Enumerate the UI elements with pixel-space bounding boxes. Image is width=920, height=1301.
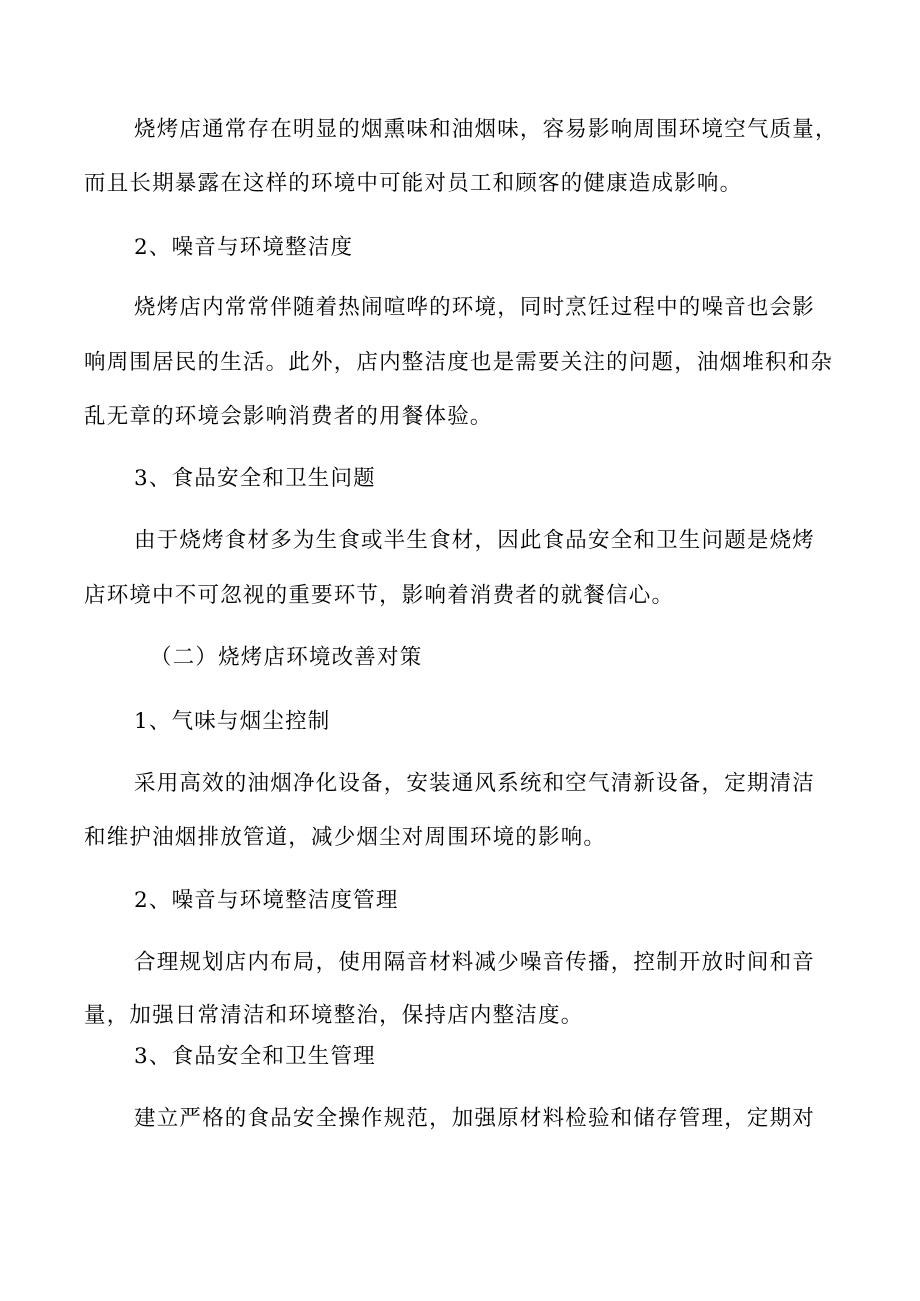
paragraph-food-line-2: 店环境中不可忽视的重要环节，影响着消费者的就餐信心。	[84, 583, 675, 608]
heading-food-safety: 3、食品安全和卫生问题	[134, 466, 376, 491]
paragraph-noise-mgmt-line-1: 合理规划店内布局，使用隔音材料减少噪音传播，控制开放时间和音	[134, 950, 816, 975]
paragraph-food-line-1: 由于烧烤食材多为生食或半生食材，因此食品安全和卫生问题是烧烤	[134, 528, 816, 553]
paragraph-noise-line-2: 响周围居民的生活。此外，店内整洁度也是需要关注的问题，油烟堆积和杂	[84, 350, 834, 375]
heading-odor-control: 1、气味与烟尘控制	[134, 709, 331, 734]
paragraph-odor-line-2: 而且长期暴露在这样的环境中可能对员工和顾客的健康造成影响。	[84, 171, 743, 196]
paragraph-noise-line-3: 乱无章的环境会影响消费者的用餐体验。	[84, 404, 493, 429]
paragraph-odor-line-1: 烧烤店通常存在明显的烟熏味和油烟味，容易影响周围环境空气质量，	[134, 117, 838, 142]
paragraph-food-mgmt-line-1: 建立严格的食品安全操作规范，加强原材料检验和储存管理，定期对	[134, 1106, 816, 1131]
heading-noise-management: 2、噪音与环境整洁度管理	[134, 888, 399, 913]
heading-food-management: 3、食品安全和卫生管理	[134, 1044, 376, 1069]
section-title-improvement: （二）烧烤店环境改善对策	[150, 645, 423, 670]
paragraph-odor-control-line-2: 和维护油烟排放管道，减少烟尘对周围环境的影响。	[84, 825, 607, 850]
paragraph-noise-line-1: 烧烤店内常常伴随着热闹喧哗的环境，同时烹饪过程中的噪音也会影	[134, 295, 816, 320]
heading-noise-cleanliness: 2、噪音与环境整洁度	[134, 235, 354, 260]
paragraph-odor-control-line-1: 采用高效的油烟净化设备，安装通风系统和空气清新设备，定期清洁	[134, 771, 816, 796]
paragraph-noise-mgmt-line-2: 量，加强日常清洁和环境整治，保持店内整洁度。	[84, 1003, 584, 1028]
